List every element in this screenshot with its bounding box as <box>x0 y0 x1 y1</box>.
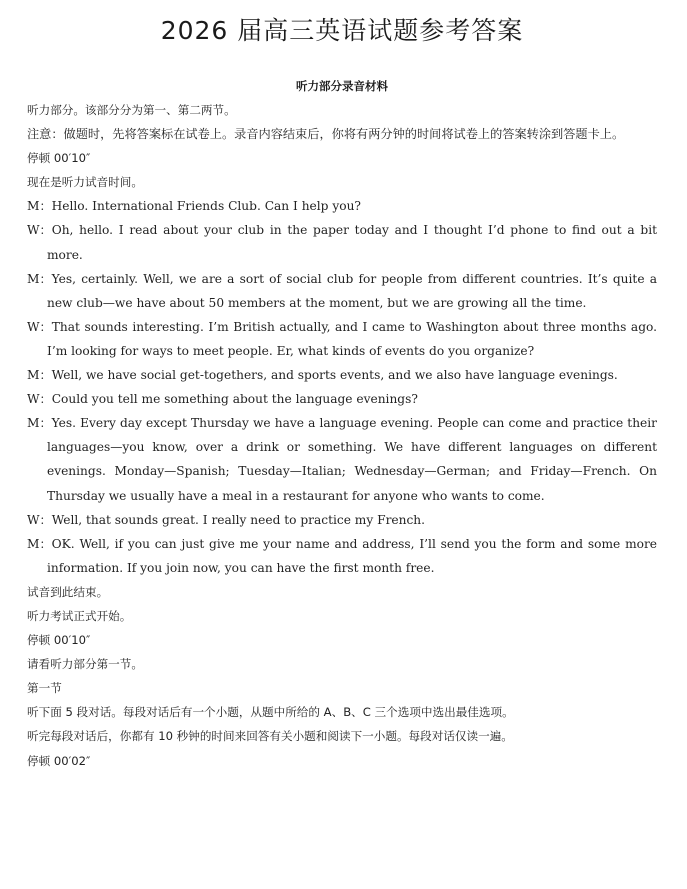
dialogue-turn <box>27 387 657 411</box>
speaker-label: M： <box>27 271 52 286</box>
pause-note: 停顿 00′10″ <box>27 633 91 648</box>
utterance-text: Well, we have social get-togethers, and sports events, and we also have language evenings. <box>51 368 618 383</box>
speaker-label: M： <box>27 416 52 431</box>
section-title: 听力部分录音材料 <box>296 79 388 93</box>
speaker-label: W： <box>27 223 52 238</box>
pause-note: 停顿 00′02″ <box>27 753 91 768</box>
exam-start-note: 听力考试正式开始。 <box>27 608 132 623</box>
speaker-label: M： <box>27 368 52 383</box>
dialogue-turn <box>27 532 657 580</box>
dialogue-turn <box>27 363 657 387</box>
utterance-text: Could you tell me something about the language evenings? <box>51 392 418 407</box>
pause-note: 停顿 00′10″ <box>27 151 91 166</box>
utterance-text: OK. Well, if you can just give me your name and address, I’ll send you the form and some more information. If you join now, you can have the first month free. <box>47 536 657 575</box>
dialogue-turn <box>27 267 657 315</box>
section-heading: 第一节 <box>27 681 62 696</box>
dialogue-transcript <box>27 194 657 580</box>
utterance-text: Yes, certainly. Well, we are a sort of social club for people from different countries. It’s quite a new club—we have about 50 members at the moment, but we are growing all the time. <box>47 271 657 310</box>
instruction-line: 听下面 5 段对话。每段对话后有一个小题，从题中所给的 A、B、C 三个选项中选出最佳选项。 <box>27 705 514 720</box>
utterance-text: That sounds interesting. I’m British actually, and I came to Washington about three months ago. I’m looking for ways to meet people. Er, what kinds of events do you organize? <box>47 319 657 358</box>
speaker-label: M： <box>27 536 52 551</box>
utterance-text: Yes. Every day except Thursday we have a language evening. People can come and practice their languages—you know, over a drink or something. We have different languages on different evenings. Monday—Spanish; Tuesday—Italian; Wednesday—German; and Friday—French. On Thursday we usually have a meal in a restaurant for anyone who wants to come. <box>47 416 657 503</box>
utterance-text: Hello. International Friends Club. Can I help you? <box>51 199 361 214</box>
utterance-text: Oh, hello. I read about your club in the paper today and I thought I’d phone to find out a bit more. <box>47 223 657 262</box>
trial-end-note: 试音到此结束。 <box>27 584 109 599</box>
dialogue-turn <box>27 218 657 266</box>
speaker-label: W： <box>27 512 52 527</box>
dialogue-turn <box>27 315 657 363</box>
dialogue-turn <box>27 508 657 532</box>
page-title: 2026 届高三英语试题参考答案 <box>160 16 524 45</box>
see-section-note: 请看听力部分第一节。 <box>27 657 143 672</box>
speaker-label: M： <box>27 199 52 214</box>
trial-start-note: 现在是听力试音时间。 <box>27 175 143 190</box>
part-intro: 听力部分。该部分分为第一、第二两节。 <box>27 103 236 117</box>
dialogue-turn <box>27 411 657 507</box>
instruction-line: 听完每段对话后，你都有 10 秒钟的时间来回答有关小题和阅读下一小题。每段对话仅读一遍。 <box>27 729 513 744</box>
notice-paragraph: 注意：做题时，先将答案标在试卷上。录音内容结束后，你将有两分钟的时间将试卷上的答案转涂到答题卡上。 <box>27 127 625 142</box>
utterance-text: Well, that sounds great. I really need to practice my French. <box>51 512 426 527</box>
speaker-label: W： <box>27 392 52 407</box>
dialogue-turn <box>27 194 657 218</box>
speaker-label: W： <box>27 319 52 334</box>
